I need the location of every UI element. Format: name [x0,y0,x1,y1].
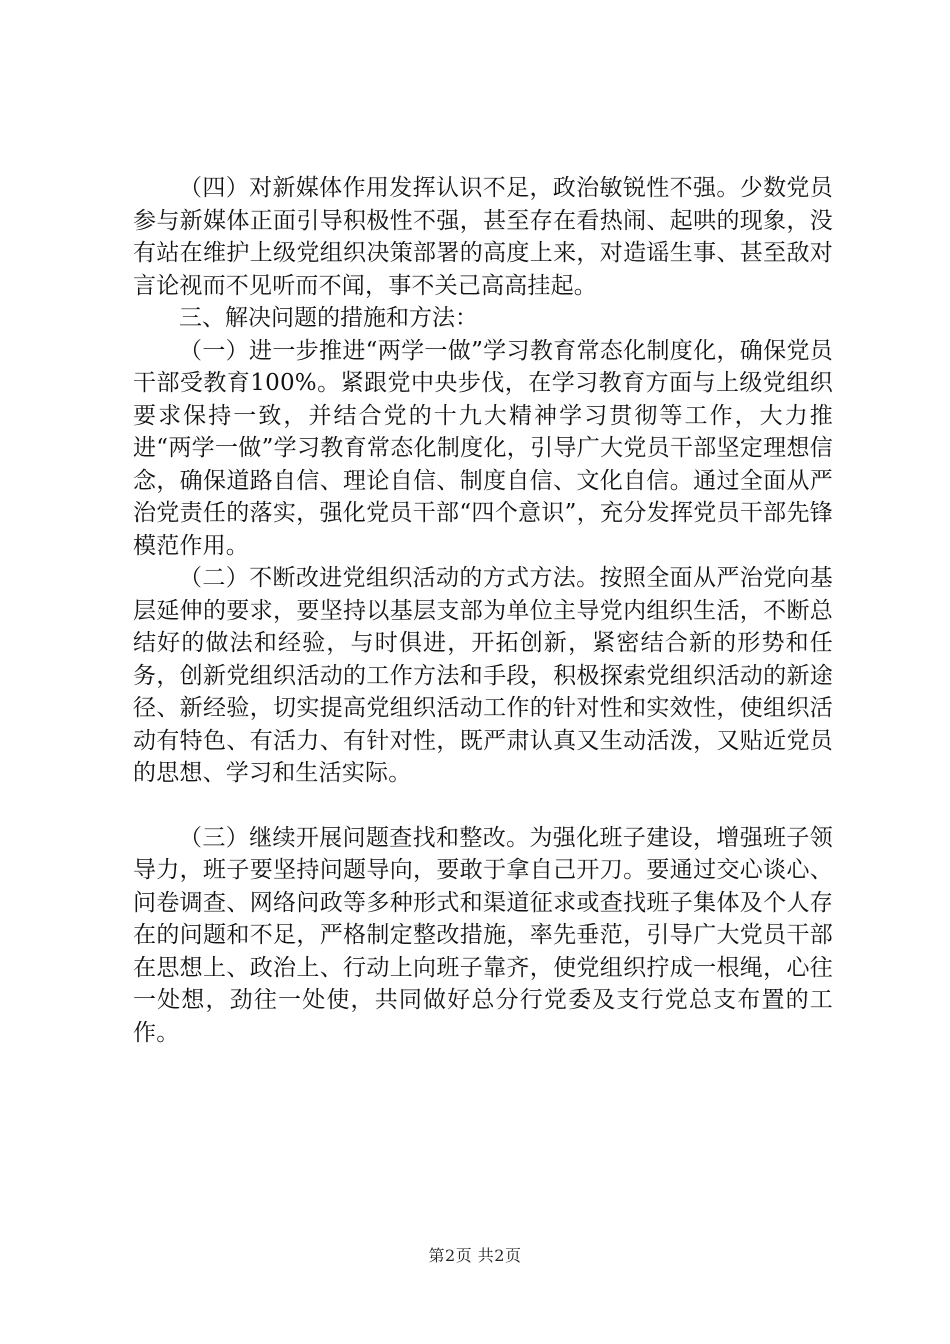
paragraph-measure-two: （二）不断改进党组织活动的方式方法。按照全面从严治党向基层延伸的要求，要坚持以基层支部为单位主导党内组织生活，不断总结好的做法和经验，与时俱进，开拓创新，紧密结合新的形势和任务，创新党组织活动的工作方法和手段，积极探索党组织活动的新途径、新经验，切实提高党组织活动工作的针对性和实效性，使组织活动有特色、有活力、有针对性，既严肃认真又生动活泼，又贴近党员的思想、学习和生活实际。 [133,565,833,786]
paragraph-measure-one: （一）进一步推进“两学一做”学习教育常态化制度化，确保党员干部受教育100%。紧跟党中央步伐，在学习教育方面与上级党组织要求保持一致，并结合党的十九大精神学习贯彻等工作，大力推进“两学一做”学习教育常态化制度化，引导广大党员干部坚定理想信念，确保道路自信、理论自信、制度自信、文化自信。通过全面从严治党责任的落实，强化党员干部“四个意识”，充分发挥党员干部先锋模范作用。 [133,337,833,559]
document-body [133,172,833,1049]
paragraph-issue-four: （四）对新媒体作用发挥认识不足，政治敏锐性不强。少数党员参与新媒体正面引导积极性不强，甚至存在看热闹、起哄的现象，没有站在维护上级党组织决策部署的高度上来，对造谣生事、甚至敌对言论视而不见听而不闻，事不关己高高挂起。 [133,175,833,299]
section-heading-measures: 三、解决问题的措施和方法： [179,305,478,331]
page-footer: 第2页 共2页 [428,1246,522,1265]
paragraph-measure-three: （三）继续开展问题查找和整改。为强化班子建设，增强班子领导力，班子要坚持问题导向，要敢于拿自己开刀。要通过交心谈心、问卷调查、网络问政等多种形式和渠道征求或查找班子集体及个人存在的问题和不足，严格制定整改措施，率先垂范，引导广大党员干部在思想上、政治上、行动上向班子靠齐，使党组织拧成一根绳，心往一处想，劲往一处使，共同做好总分行党委及支行党总支布置的工作。 [133,824,833,1046]
